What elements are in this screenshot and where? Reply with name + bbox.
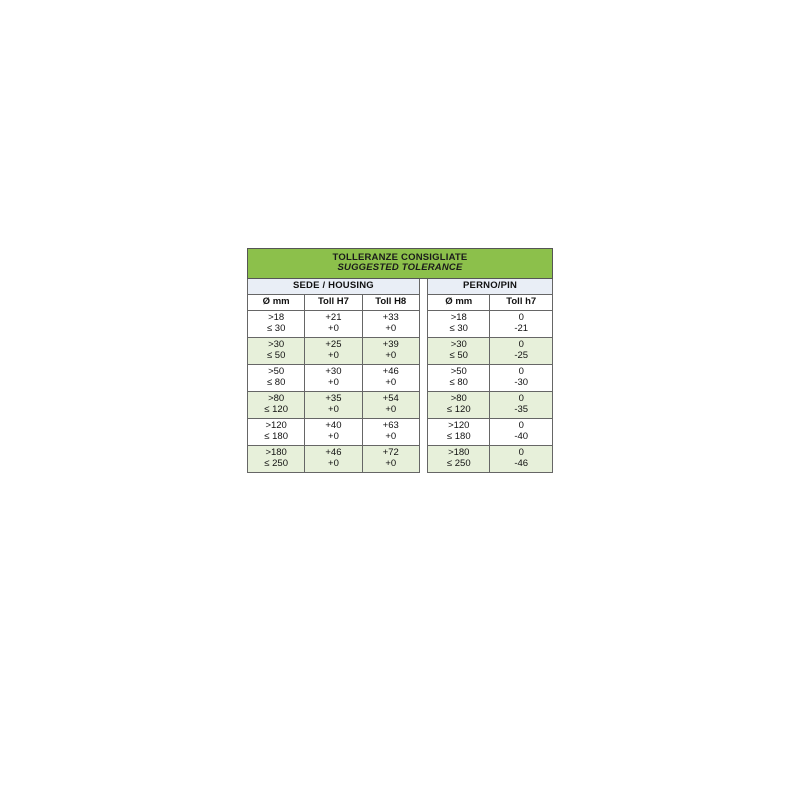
cell-pin-h7 bbox=[490, 445, 553, 472]
dia-from: >80 bbox=[450, 393, 467, 405]
cell-housing-h7 bbox=[305, 310, 362, 337]
column-gap-spacer bbox=[419, 364, 427, 391]
tolerance-table-container bbox=[247, 248, 553, 473]
cell-pin-h7 bbox=[490, 418, 553, 445]
cell-housing-diameter bbox=[248, 418, 305, 445]
cell-housing-diameter bbox=[248, 364, 305, 391]
dia-from: >120 bbox=[448, 420, 470, 432]
column-gap-spacer bbox=[419, 445, 427, 472]
dia-to: ≤ 80 bbox=[449, 377, 468, 389]
dia-to: ≤ 50 bbox=[449, 350, 468, 362]
header-diameter-housing: Ø mm bbox=[248, 294, 305, 310]
cell-housing-h7 bbox=[305, 391, 362, 418]
cell-housing-h7 bbox=[305, 364, 362, 391]
dia-to: ≤ 250 bbox=[264, 458, 288, 470]
h7-upper: +25 bbox=[325, 339, 342, 351]
h8-upper: +39 bbox=[382, 339, 399, 351]
column-gap-spacer bbox=[419, 294, 427, 310]
cell-housing-h8 bbox=[362, 391, 419, 418]
dia-from: >30 bbox=[450, 339, 467, 351]
cell-pin-h7 bbox=[490, 391, 553, 418]
h7-lower: -46 bbox=[514, 458, 529, 470]
h7-lower: +0 bbox=[328, 377, 339, 389]
table-title-cell bbox=[248, 249, 553, 279]
dia-to: ≤ 250 bbox=[446, 458, 471, 470]
cell-housing-h8 bbox=[362, 310, 419, 337]
cell-pin-diameter bbox=[428, 337, 490, 364]
h7-lower: +0 bbox=[328, 458, 339, 470]
h8-lower: +0 bbox=[385, 377, 397, 389]
h7-lower: +0 bbox=[328, 404, 339, 416]
dia-to: ≤ 120 bbox=[264, 404, 288, 416]
cell-pin-h7 bbox=[490, 310, 553, 337]
dia-from: >180 bbox=[448, 447, 470, 459]
section-header-housing: SEDE / HOUSING bbox=[248, 278, 420, 294]
h7-upper: 0 bbox=[518, 393, 524, 405]
dia-to: ≤ 50 bbox=[266, 350, 286, 362]
column-gap-spacer bbox=[419, 310, 427, 337]
h7-upper: 0 bbox=[518, 420, 524, 432]
dia-to: ≤ 180 bbox=[264, 431, 288, 443]
cell-pin-h7 bbox=[490, 364, 553, 391]
cell-pin-diameter bbox=[428, 364, 490, 391]
dia-from: >120 bbox=[265, 420, 287, 432]
h7-lower: -21 bbox=[514, 323, 529, 335]
h8-lower: +0 bbox=[385, 404, 397, 416]
dia-from: >50 bbox=[450, 366, 467, 378]
table-row bbox=[248, 445, 553, 472]
dia-from: >80 bbox=[268, 393, 285, 405]
h7-lower: -35 bbox=[514, 404, 529, 416]
h8-upper: +72 bbox=[382, 447, 399, 459]
cell-pin-h7 bbox=[490, 337, 553, 364]
h8-lower: +0 bbox=[385, 323, 397, 335]
h7-upper: 0 bbox=[518, 339, 524, 351]
table-row bbox=[248, 391, 553, 418]
dia-from: >18 bbox=[268, 312, 285, 324]
table-title-row bbox=[248, 249, 553, 279]
h8-lower: +0 bbox=[385, 431, 397, 443]
header-toll-h7-lower: Toll h7 bbox=[490, 294, 553, 310]
cell-pin-diameter bbox=[428, 445, 490, 472]
cell-pin-diameter bbox=[428, 310, 490, 337]
h7-upper: +21 bbox=[325, 312, 342, 324]
dia-to: ≤ 120 bbox=[446, 404, 471, 416]
column-gap-spacer bbox=[419, 337, 427, 364]
tolerance-table bbox=[247, 248, 553, 473]
h7-upper: +35 bbox=[325, 393, 342, 405]
h8-lower: +0 bbox=[385, 458, 397, 470]
dia-to: ≤ 30 bbox=[449, 323, 468, 335]
table-row bbox=[248, 364, 553, 391]
table-row bbox=[248, 418, 553, 445]
dia-from: >18 bbox=[450, 312, 467, 324]
h7-upper: +40 bbox=[325, 420, 342, 432]
h7-lower: -40 bbox=[514, 431, 529, 443]
h7-upper: 0 bbox=[518, 312, 524, 324]
h8-upper: +63 bbox=[382, 420, 399, 432]
h7-upper: +30 bbox=[325, 366, 342, 378]
cell-pin-diameter bbox=[428, 418, 490, 445]
section-header-row bbox=[248, 278, 553, 294]
h8-upper: +46 bbox=[382, 366, 399, 378]
column-header-row bbox=[248, 294, 553, 310]
title-english: SUGGESTED TOLERANCE bbox=[337, 261, 463, 273]
cell-housing-diameter bbox=[248, 310, 305, 337]
dia-to: ≤ 30 bbox=[266, 323, 286, 335]
dia-from: >50 bbox=[268, 366, 285, 378]
cell-housing-diameter bbox=[248, 445, 305, 472]
cell-housing-h7 bbox=[305, 445, 362, 472]
h7-upper: 0 bbox=[518, 447, 524, 459]
header-toll-h8-upper: Toll H8 bbox=[362, 294, 419, 310]
cell-housing-h7 bbox=[305, 418, 362, 445]
cell-housing-h8 bbox=[362, 418, 419, 445]
h8-lower: +0 bbox=[385, 350, 397, 362]
h7-lower: -25 bbox=[514, 350, 529, 362]
h8-upper: +54 bbox=[382, 393, 399, 405]
h7-lower: +0 bbox=[328, 350, 339, 362]
dia-from: >30 bbox=[268, 339, 285, 351]
h7-lower: -30 bbox=[514, 377, 529, 389]
cell-housing-h8 bbox=[362, 445, 419, 472]
header-toll-h7-upper: Toll H7 bbox=[305, 294, 362, 310]
dia-to: ≤ 180 bbox=[446, 431, 471, 443]
column-gap-spacer bbox=[419, 278, 427, 294]
h8-upper: +33 bbox=[382, 312, 399, 324]
title-italian: TOLLERANZE CONSIGLIATE bbox=[332, 252, 468, 263]
cell-housing-h8 bbox=[362, 337, 419, 364]
column-gap-spacer bbox=[419, 418, 427, 445]
h7-lower: +0 bbox=[328, 323, 339, 335]
header-diameter-pin: Ø mm bbox=[428, 294, 490, 310]
dia-from: >180 bbox=[265, 447, 287, 459]
h7-upper: +46 bbox=[325, 447, 342, 459]
table-row bbox=[248, 337, 553, 364]
table-row bbox=[248, 310, 553, 337]
cell-housing-diameter bbox=[248, 337, 305, 364]
column-gap-spacer bbox=[419, 391, 427, 418]
h7-upper: 0 bbox=[518, 366, 524, 378]
h7-lower: +0 bbox=[328, 431, 339, 443]
cell-housing-h8 bbox=[362, 364, 419, 391]
cell-housing-diameter bbox=[248, 391, 305, 418]
cell-pin-diameter bbox=[428, 391, 490, 418]
cell-housing-h7 bbox=[305, 337, 362, 364]
section-header-pin: PERNO/PIN bbox=[428, 278, 553, 294]
dia-to: ≤ 80 bbox=[266, 377, 286, 389]
